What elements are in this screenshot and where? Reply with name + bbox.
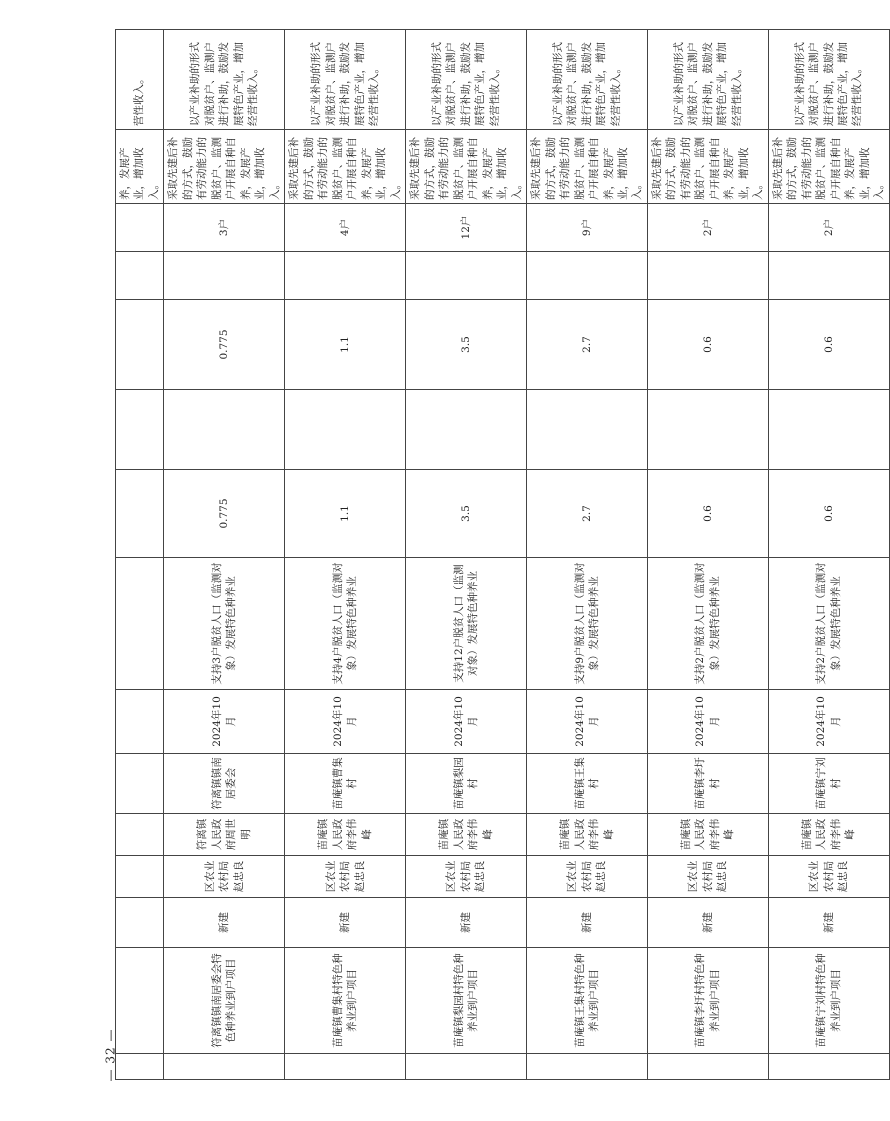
table-cell-blank [116,948,164,1054]
table-cell-total: 2.7 [527,470,648,558]
table-cell-dept: 区农业农村局赵忠良 [164,856,285,898]
table-cell-total: 0.775 [164,470,285,558]
table-cell-dept: 区农业农村局赵忠良 [527,856,648,898]
table-cell-blank [116,814,164,856]
table-cell-households: 2户 [647,204,768,252]
table-cell-location: 苗庵镇李圩村 [647,754,768,814]
table-cell-mechanism: 营性收入。 [116,30,164,130]
table-cell-mechanism: 以产业补助的形式对脱贫户、监测户进行补助，鼓励发展特色产业，增加经营性收入。 [164,30,285,130]
table-row [527,30,648,1080]
table-cell-blank [116,898,164,948]
table-cell-blank [116,204,164,252]
table-cell-blank [116,1054,164,1080]
table-cell-time: 2024年10月 [164,690,285,754]
table-cell-blank [116,252,164,300]
table-cell-blank [406,1054,527,1080]
table-cell-blank [116,558,164,690]
table-cell-type: 新建 [647,898,768,948]
table-cell-type: 新建 [527,898,648,948]
table-cell-blank [527,390,648,470]
table-cell-dept: 区农业农村局赵忠良 [285,856,406,898]
table-row [768,30,889,1080]
table-cell-fund: 1.1 [285,300,406,390]
table-cell-project-name: 苗庵镇曹集村特色种养业到户项目 [285,948,406,1054]
table-cell-responsible: 苗庵镇人民政府李伟峰 [285,814,406,856]
table-cell-fund: 0.6 [647,300,768,390]
table-cell-total: 0.6 [768,470,889,558]
table-cell-blank [116,690,164,754]
table-cell-time: 2024年10月 [768,690,889,754]
table-cell-content: 支持4户脱贫人口（监测对象）发展特色种养业 [285,558,406,690]
table-cell-blank [164,252,285,300]
table-cell-time: 2024年10月 [647,690,768,754]
table-cell-responsible: 苗庵镇人民政府李伟峰 [647,814,768,856]
table-cell-content: 支持12户脱贫人口（监测对象）发展特色种养业 [406,558,527,690]
table-cell-content: 支持9户脱贫人口（监测对象）发展特色种养业 [527,558,648,690]
table-cell-project-name: 苗庵镇李圩村特色种养业到户项目 [647,948,768,1054]
table-cell-location: 苗庵镇王集村 [527,754,648,814]
table-cell-fund: 0.775 [164,300,285,390]
table-cell-type: 新建 [406,898,527,948]
table-cell-location: 苗庵镇宁刘村 [768,754,889,814]
table-cell-type: 新建 [285,898,406,948]
table-cell-type: 新建 [768,898,889,948]
table-cell-fund: 3.5 [406,300,527,390]
table-cell-time: 2024年10月 [285,690,406,754]
table-cell-households: 9户 [527,204,648,252]
table-cell-blank [116,390,164,470]
table-cell-blank [527,1054,648,1080]
table-cell-blank [116,470,164,558]
table-cell-content: 支持2户脱贫人口（监测对象）发展特色种养业 [647,558,768,690]
table-cell-dept: 区农业农村局赵忠良 [647,856,768,898]
table-cell-time: 2024年10月 [527,690,648,754]
table-cell-blank [647,1054,768,1080]
table-cell-blank [406,390,527,470]
table-cell-blank [164,1054,285,1080]
table-row [285,30,406,1080]
table-cell-blank [768,390,889,470]
table-cell-households: 4户 [285,204,406,252]
table-cell-project-name: 苗庵镇宁刘村特色种养业到户项目 [768,948,889,1054]
table-cell-blank [647,252,768,300]
table-cell-responsible: 苗庵镇人民政府李伟峰 [768,814,889,856]
table-cell-dept: 区农业农村局赵忠良 [406,856,527,898]
table-cell-total: 1.1 [285,470,406,558]
table-cell-blank [116,856,164,898]
table-cell-project-name: 苗庵镇王集村特色种养业到户项目 [527,948,648,1054]
table-cell-location: 苗庵镇梨园村 [406,754,527,814]
table-cell-responsible: 符离镇人民政府周世明 [164,814,285,856]
table-cell-project-name: 符离镇镇南居委会特色种养业到户项目 [164,948,285,1054]
table-cell-effect: 采取先建后补的方式，鼓励有劳动能力的脱贫户、监测户开展自种自养，发展产业，增加收入。 [406,130,527,204]
table-cell-time: 2024年10月 [406,690,527,754]
table-cell-location: 苗庵镇曹集村 [285,754,406,814]
table-cell-location: 符离镇镇南居委会 [164,754,285,814]
table-cell-blank [285,390,406,470]
table-cell-type: 新建 [164,898,285,948]
table-cell-content: 支持2户脱贫人口（监测对象）发展特色种养业 [768,558,889,690]
table-cell-effect: 采取先建后补的方式，鼓励有劳动能力的脱贫户、监测户开展自种自养，发展产业，增加收入。 [768,130,889,204]
table-cell-effect: 采取先建后补的方式，鼓励有劳动能力的脱贫户、监测户开展自种自养，发展产业，增加收入。 [527,130,648,204]
table-cell-dept: 区农业农村局赵忠良 [768,856,889,898]
table-cell-project-name: 苗庵镇梨园村特色种养业到户项目 [406,948,527,1054]
table-cell-effect: 采取先建后补的方式，鼓励有劳动能力的脱贫户、监测户开展自种自养，发展产业，增加收入。 [285,130,406,204]
page-number [100,1010,120,1100]
table-cell-fund: 2.7 [527,300,648,390]
table-cell-blank [164,390,285,470]
rotated-landscape-table [115,30,886,1080]
table-cell-blank [116,300,164,390]
table-cell-blank [768,1054,889,1080]
table-cell-content: 支持3户脱贫人口（监测对象）发展特色种养业 [164,558,285,690]
table-cell-blank [527,252,648,300]
table-cell-households: 2户 [768,204,889,252]
table-cell-blank [768,252,889,300]
page-number-text: — 32 — [103,1028,117,1082]
table-cell-blank [647,390,768,470]
table-cell-effect: 采取先建后补的方式，鼓励有劳动能力的脱贫户、监测户开展自种自养，发展产业，增加收入。 [647,130,768,204]
table-cell-responsible: 苗庵镇人民政府李伟峰 [527,814,648,856]
table-cell-mechanism: 以产业补助的形式对脱贫户、监测户进行补助，鼓励发展特色产业，增加经营性收入。 [406,30,527,130]
table-row [116,30,164,1080]
table-row [647,30,768,1080]
table-cell-mechanism: 以产业补助的形式对脱贫户、监测户进行补助，鼓励发展特色产业，增加经营性收入。 [527,30,648,130]
table-cell-households: 3户 [164,204,285,252]
table-row [406,30,527,1080]
table-cell-total: 3.5 [406,470,527,558]
table-cell-effect: 养，发展产业，增加收入。 [116,130,164,204]
table-cell-mechanism: 以产业补助的形式对脱贫户、监测户进行补助，鼓励发展特色产业，增加经营性收入。 [768,30,889,130]
table-cell-blank [285,252,406,300]
table-cell-total: 0.6 [647,470,768,558]
table-cell-responsible: 苗庵镇人民政府李伟峰 [406,814,527,856]
table-row [164,30,285,1080]
table-cell-fund: 0.6 [768,300,889,390]
table-cell-households: 12户 [406,204,527,252]
table-cell-effect: 采取先建后补的方式，鼓励有劳动能力的脱贫户、监测户开展自种自养，发展产业，增加收入。 [164,130,285,204]
table-cell-mechanism: 以产业补助的形式对脱贫户、监测户进行补助，鼓励发展特色产业，增加经营性收入。 [285,30,406,130]
table-cell-blank [285,1054,406,1080]
project-table [115,29,890,1080]
table-cell-blank [116,754,164,814]
table-cell-mechanism: 以产业补助的形式对脱贫户、监测户进行补助，鼓励发展特色产业，增加经营性收入。 [647,30,768,130]
table-cell-blank [406,252,527,300]
